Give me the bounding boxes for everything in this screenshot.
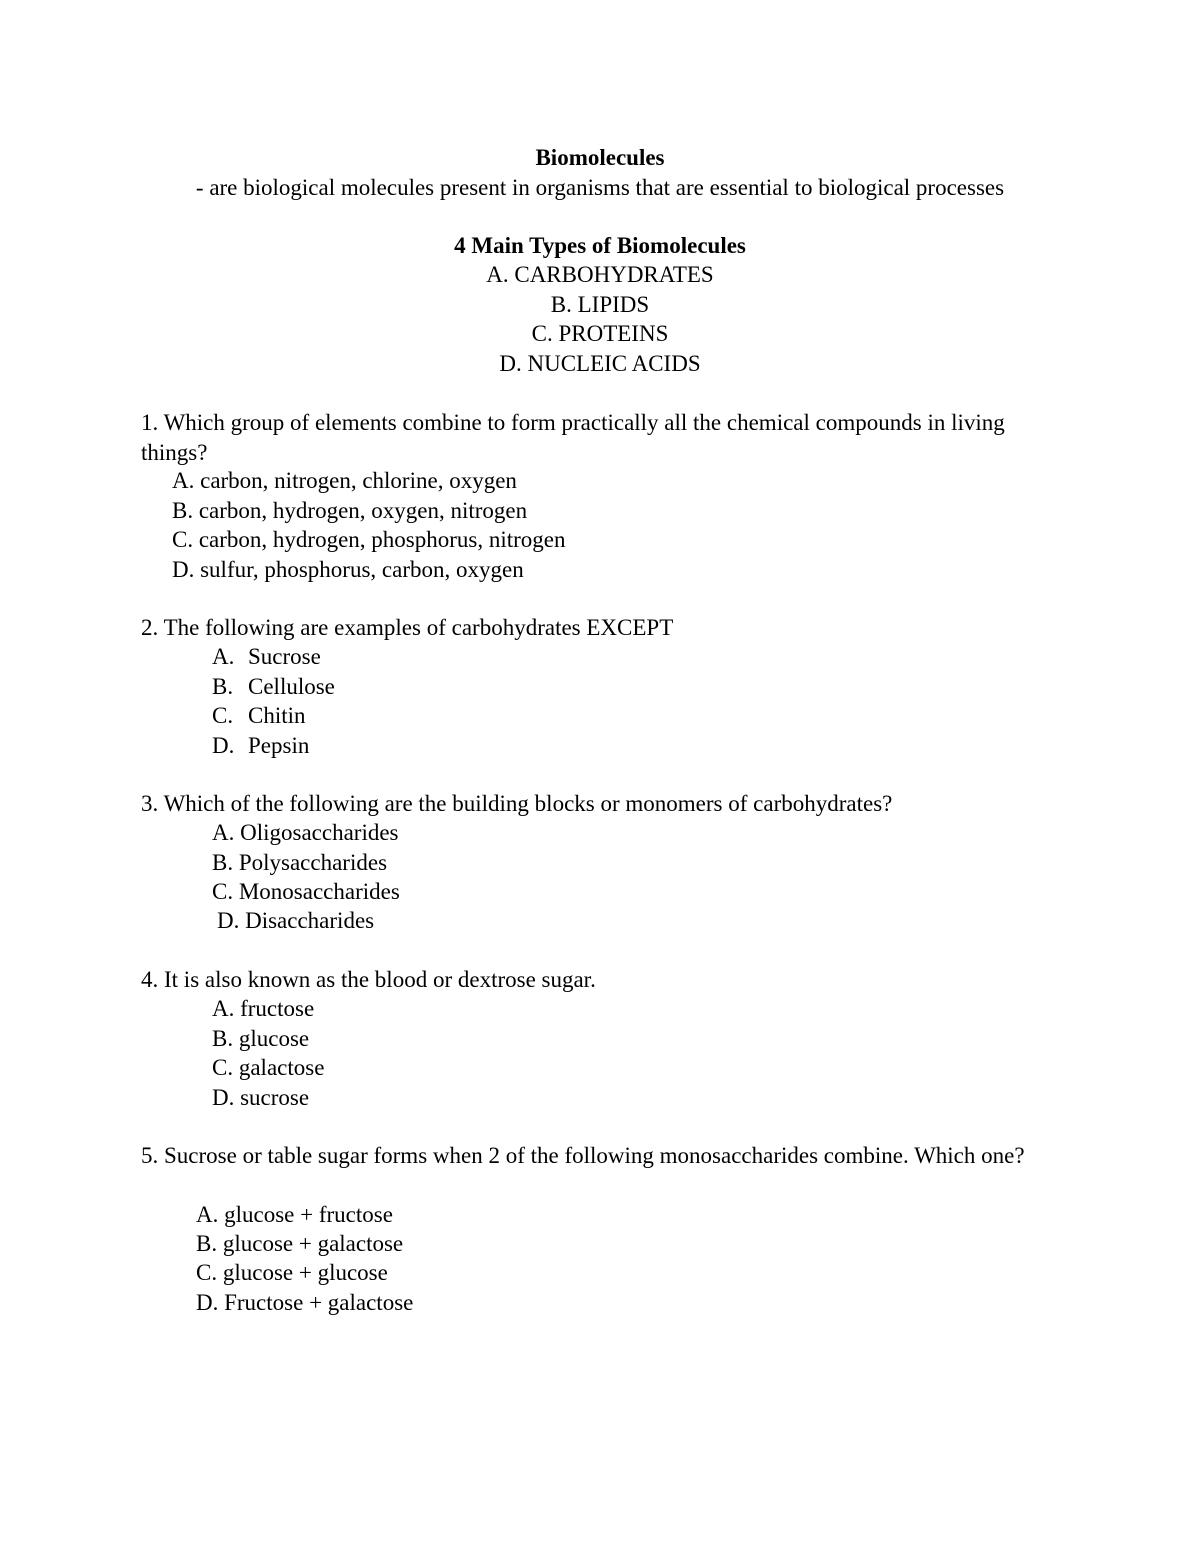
question-4-text: 4. It is also known as the blood or dextrose sugar. (141, 967, 596, 992)
type-item: B. LIPIDS (550, 292, 650, 317)
option-letter: B. (212, 674, 234, 699)
option-text: Pepsin (248, 733, 310, 758)
question-2-text: 2. The following are examples of carbohydrates EXCEPT (141, 615, 674, 640)
question-1-option-c: C. carbon, hydrogen, phosphorus, nitrogen (172, 527, 566, 552)
question-4-option-d: D. sucrose (212, 1085, 310, 1110)
option-letter: D. (212, 733, 235, 758)
question-2-option-d (212, 731, 309, 761)
question-5-option-a: A. glucose + fructose (196, 1202, 393, 1227)
question-4-option-c: C. galactose (212, 1055, 325, 1080)
question-5-option-d: D. Fructose + galactose (196, 1290, 414, 1315)
question-4-option-b: B. glucose (212, 1026, 310, 1051)
question-1-option-a: A. carbon, nitrogen, chlorine, oxygen (172, 468, 517, 493)
type-item: C. PROTEINS (531, 321, 669, 346)
question-3-option-b: B. Polysaccharides (212, 850, 388, 875)
definition-text: - are biological molecules present in organisms that are essential to biological processes (195, 175, 1005, 200)
question-3-option-a: A. Oligosaccharides (212, 820, 399, 845)
question-3-option-d: D. Disaccharides (217, 908, 375, 933)
question-1-text: 1. Which group of elements combine to form practically all the chemical compounds in living things? (141, 410, 1005, 465)
page-title: Biomolecules (535, 145, 665, 170)
question-2-option-a (212, 642, 321, 672)
question-1-option-b: B. carbon, hydrogen, oxygen, nitrogen (172, 498, 528, 523)
option-text: Cellulose (248, 674, 335, 699)
question-4-option-a: A. fructose (212, 996, 315, 1021)
question-1-option-d: D. sulfur, phosphorus, carbon, oxygen (172, 557, 524, 582)
option-letter: C. (212, 703, 234, 728)
question-5-option-b: B. glucose + galactose (196, 1231, 404, 1256)
type-item: D. NUCLEIC ACIDS (499, 351, 701, 376)
type-item: A. CARBOHYDRATES (486, 262, 714, 287)
option-text: Sucrose (248, 644, 321, 669)
question-2-option-c (212, 701, 306, 731)
types-heading: 4 Main Types of Biomolecules (454, 233, 746, 258)
question-5-text: 5. Sucrose or table sugar forms when 2 of the following monosaccharides combine. Which one? (141, 1143, 1025, 1168)
question-5-option-c: C. glucose + glucose (196, 1260, 388, 1285)
option-text: Chitin (248, 703, 306, 728)
option-letter: A. (212, 644, 235, 669)
question-2-option-b (212, 672, 335, 702)
question-3-option-c: C. Monosaccharides (212, 879, 400, 904)
question-3-text: 3. Which of the following are the building blocks or monomers of carbohydrates? (141, 791, 893, 816)
